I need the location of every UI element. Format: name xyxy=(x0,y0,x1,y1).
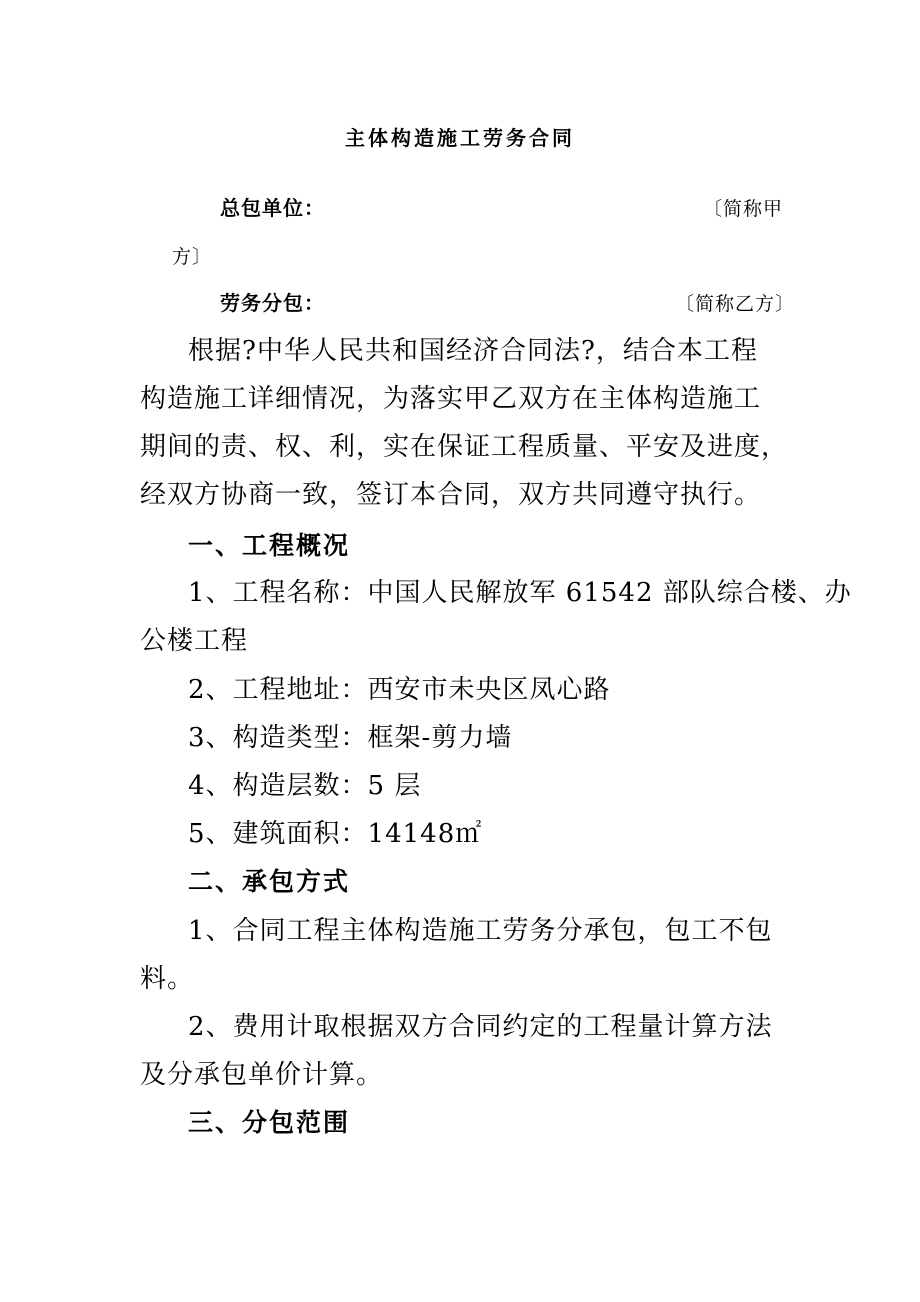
preamble-line-3: 期间的责、权、利，实在保证工程质量、平安及进度， xyxy=(140,432,789,462)
party-b-label: 劳务分包： xyxy=(220,291,325,315)
preamble-line-2: 构造施工详细情况，为落实甲乙双方在主体构造施工 xyxy=(140,384,762,414)
section-1-item-4: 4、构造层数：5 层 xyxy=(188,771,422,801)
section-3-heading: 三、分包范围 xyxy=(188,1108,351,1137)
section-1-item-5: 5、建筑面积：14148㎡ xyxy=(188,819,483,849)
section-1-item-3: 3、构造类型：框架-剪力墙 xyxy=(188,723,513,753)
section-1-heading: 一、工程概况 xyxy=(188,531,351,560)
party-a-label: 总包单位： xyxy=(220,196,325,220)
preamble-line-4: 经双方协商一致，签订本合同，双方共同遵守执行。 xyxy=(140,480,762,510)
document-title: 主体构造施工劳务合同 xyxy=(345,126,575,150)
section-2-item-1-cont: 料。 xyxy=(140,964,195,994)
party-b-abbr: 〔简称乙方〕 xyxy=(675,293,796,315)
section-2-heading: 二、承包方式 xyxy=(188,867,351,896)
section-2-item-2: 2、费用计取根据双方合同约定的工程量计算方法 xyxy=(188,1012,773,1042)
section-2-item-2-cont: 及分承包单价计算。 xyxy=(140,1060,384,1090)
section-2-item-1: 1、合同工程主体构造施工劳务分承包，包工不包 xyxy=(188,916,773,946)
preamble-line-1: 根据?中华人民共和国经济合同法?，结合本工程 xyxy=(188,336,758,366)
party-a-abbr-cont: 方〕 xyxy=(172,246,213,268)
section-1-item-1: 1、工程名称：中国人民解放军 61542 部队综合楼、办 xyxy=(188,578,852,608)
section-1-item-2: 2、工程地址：西安市未央区凤心路 xyxy=(188,675,611,705)
party-a-abbr: 〔简称甲 xyxy=(703,198,784,220)
section-1-item-1-cont: 公楼工程 xyxy=(140,626,249,656)
